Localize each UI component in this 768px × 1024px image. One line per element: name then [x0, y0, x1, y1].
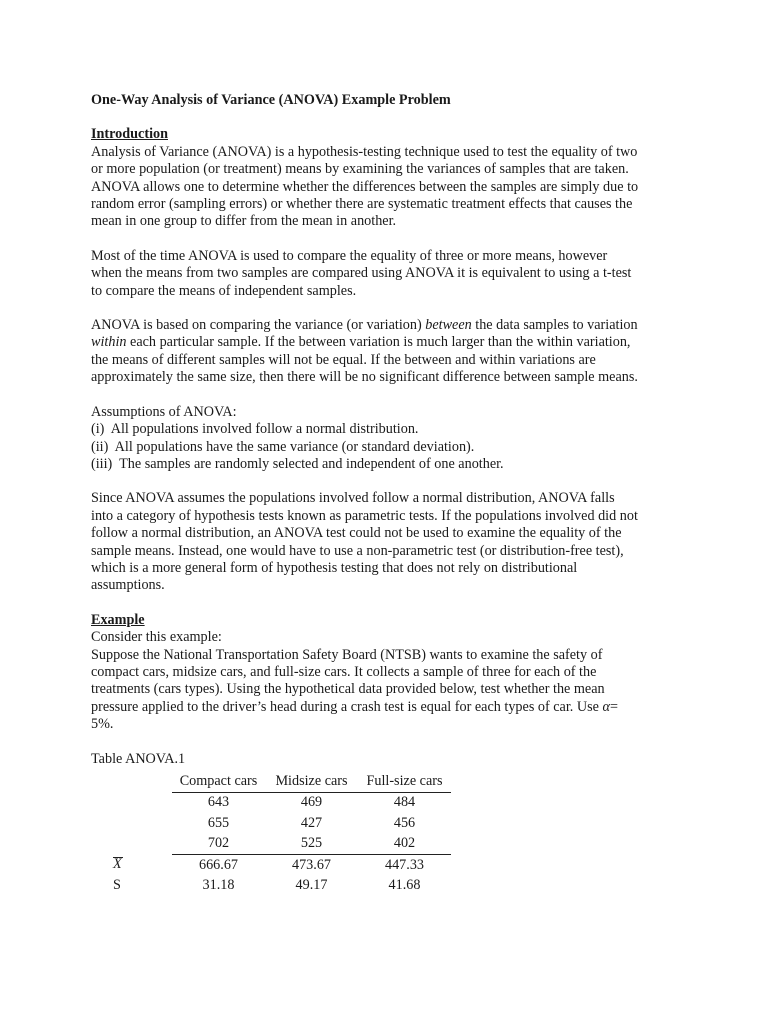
text-line: mean in one group to differ from the mean in another. — [91, 213, 397, 230]
table-cell: 702 — [172, 834, 265, 855]
table-caption: Table ANOVA.1 — [91, 750, 186, 767]
document-title: One-Way Analysis of Variance (ANOVA) Example Problem — [91, 92, 451, 108]
assumptions-heading: Assumptions of ANOVA: — [91, 403, 237, 420]
text-line: sample means. Instead, one would have to use a non-parametric test (or distribution-free test), — [91, 542, 624, 559]
sd-row-label: S — [113, 877, 121, 894]
emphasis-within: within — [91, 334, 127, 351]
table-sd-row — [91, 876, 451, 897]
document-page — [91, 92, 681, 896]
text-run: the data samples to variation — [471, 317, 638, 334]
text-line: treatments (cars types). Using the hypothetical data provided below, test whether the mean — [91, 681, 605, 698]
text-line — [91, 699, 681, 716]
table-cell: 643 — [207, 794, 230, 811]
table-cell: 525 — [265, 834, 358, 855]
text-line: 5%. — [91, 716, 114, 733]
row-label — [91, 834, 172, 855]
assumption-item: (iii) The samples are randomly selected and independent of one another. — [91, 455, 504, 472]
text-line: random error (sampling errors) or whether there are systematic treatment effects that causes the — [91, 196, 633, 213]
table-row — [91, 834, 451, 855]
parametric-paragraph — [91, 490, 681, 594]
text-run: = — [609, 698, 618, 715]
text-line: to compare the means of independent samples. — [91, 282, 357, 299]
assumptions-block — [91, 404, 681, 474]
example-paragraph — [91, 629, 681, 733]
text-line: or more population (or treatment) means by examining the variances of samples that are taken. — [91, 161, 629, 178]
header-spacer — [91, 771, 172, 792]
column-header: Full-size cars — [358, 771, 451, 792]
text-line — [91, 317, 681, 334]
text-line: compact cars, midsize cars, and full-size cars. It collects a sample of three for each of the — [91, 663, 597, 680]
text-line: into a category of hypothesis tests known as parametric tests. If the populations involved did not — [91, 507, 638, 524]
row-label — [91, 792, 172, 813]
example-heading: Example — [91, 611, 145, 628]
assumption-item: (i) All populations involved follow a normal distribution. — [91, 421, 419, 438]
variance-paragraph — [91, 317, 681, 387]
introduction-paragraph — [91, 144, 681, 231]
mean-cell: 447.33 — [384, 856, 424, 873]
table-row — [91, 792, 451, 813]
text-line: ANOVA allows one to determine whether the differences between the samples are simply due to — [91, 178, 639, 195]
emphasis-between: between — [425, 317, 472, 334]
table-cell: 655 — [207, 814, 230, 831]
text-line: assumptions. — [91, 577, 165, 594]
x-bar-symbol: X — [113, 856, 122, 873]
sd-cell: 41.68 — [388, 877, 421, 894]
introduction-heading: Introduction — [91, 126, 168, 143]
text-line: the means of different samples will not be equal. If the between and within variations are — [91, 351, 596, 368]
sd-cell: 49.17 — [295, 877, 328, 894]
table-mean-row — [91, 855, 451, 876]
text-run: ANOVA is based on comparing the variance (or variation) — [91, 317, 426, 334]
alpha-symbol: α — [602, 698, 610, 715]
mean-cell: 473.67 — [291, 856, 331, 873]
text-line: which is a more general form of hypothesis testing that does not rely on distributional — [91, 559, 578, 576]
table-cell: 456 — [393, 814, 416, 831]
text-line — [91, 334, 681, 351]
table-cell: 402 — [358, 834, 451, 855]
text-run: each particular sample. If the between variation is much larger than the within variation, — [126, 334, 631, 351]
table-cell: 469 — [300, 794, 323, 811]
text-line: Since ANOVA assumes the populations involved follow a normal distribution, ANOVA falls — [91, 490, 615, 507]
column-header: Midsize cars — [265, 771, 358, 792]
text-run: pressure applied to the driver’s head during a crash test is equal for each types of car. Use — [91, 698, 603, 715]
table-cell: 427 — [300, 814, 323, 831]
mean-cell: 666.67 — [198, 856, 238, 873]
text-line: Analysis of Variance (ANOVA) is a hypothesis-testing technique used to test the equality of two — [91, 143, 638, 160]
anova-table — [91, 771, 451, 896]
text-line: approximately the same size, then there will be no significant difference between sample means. — [91, 369, 638, 386]
table-cell: 484 — [393, 794, 416, 811]
usage-paragraph — [91, 248, 681, 300]
sd-cell: 31.18 — [202, 877, 235, 894]
table-row — [91, 813, 451, 834]
text-line: follow a normal distribution, an ANOVA test could not be used to examine the equality of the — [91, 525, 622, 542]
mean-row-label — [91, 855, 172, 876]
text-line: Suppose the National Transportation Safety Board (NTSB) wants to examine the safety of — [91, 646, 603, 663]
row-label — [91, 813, 172, 834]
text-line: when the means from two samples are compared using ANOVA it is equivalent to using a t-test — [91, 265, 632, 282]
text-line: Consider this example: — [91, 629, 222, 646]
text-line: Most of the time ANOVA is used to compare the equality of three or more means, however — [91, 247, 608, 264]
assumption-item: (ii) All populations have the same variance (or standard deviation). — [91, 438, 475, 455]
column-header: Compact cars — [172, 771, 265, 792]
table-header-row — [91, 771, 451, 792]
